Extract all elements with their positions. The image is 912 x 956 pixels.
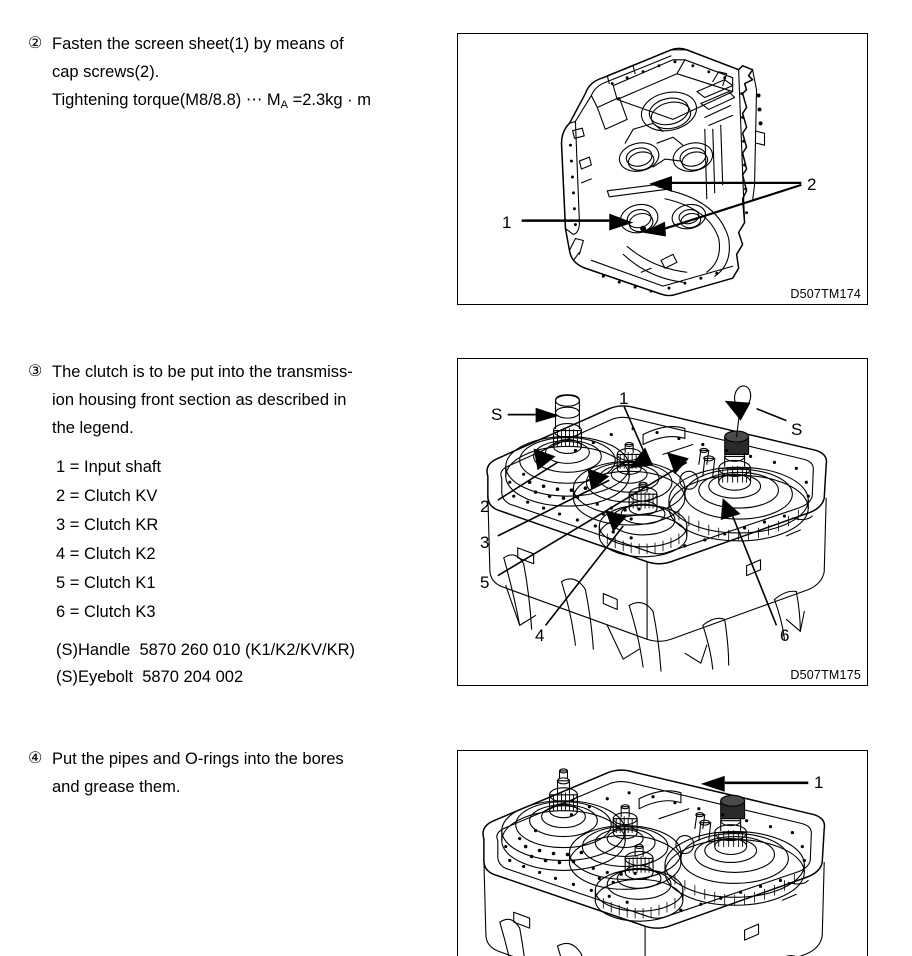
- step-3-line-1: The clutch is to be put into the transmiss-: [52, 363, 353, 381]
- step-4-block: [28, 745, 428, 801]
- step-3-body: [52, 358, 428, 442]
- step-3-line-2: ion housing front section as described in: [52, 391, 347, 409]
- figure-2-callout-4: 4: [535, 626, 545, 645]
- special-tool-eyebolt: (S)Eyebolt 5870 204 002: [56, 668, 244, 686]
- step-2-marker: ②: [28, 35, 43, 52]
- step-4-body: [52, 745, 428, 801]
- legend-item-2: 2 = Clutch KV: [56, 487, 158, 505]
- step-3-line-3: the legend.: [52, 419, 134, 437]
- step-2-heading: [28, 30, 428, 116]
- legend-item-3: 3 = Clutch KR: [56, 516, 159, 534]
- figure-2-callout-5: 5: [480, 573, 490, 592]
- tightening-torque-line: [52, 86, 428, 116]
- legend-item-1: 1 = Input shaft: [56, 458, 162, 476]
- figure-3-drawing: [458, 751, 867, 956]
- legend-item-6: 6 = Clutch K3: [56, 603, 156, 621]
- figure-1-callout-2: 2: [807, 175, 817, 194]
- step-2-line-1: Fasten the screen sheet(1) by means of: [52, 35, 344, 53]
- figure-2-callout-2: 2: [480, 497, 490, 516]
- step-3-block: [28, 358, 428, 442]
- figure-3-callout-1: 1: [814, 773, 824, 792]
- step-4-line-1: Put the pipes and O-rings into the bores: [52, 750, 344, 768]
- legend-item-5: 5 = Clutch K1: [56, 574, 156, 592]
- figure-3-leaders: [701, 776, 808, 792]
- step-3-marker: ③: [28, 363, 43, 380]
- step-2-body: [52, 30, 428, 116]
- figure-2-callout-3: 3: [480, 533, 490, 552]
- step-3-heading: [28, 358, 428, 442]
- step-2-block: [28, 30, 428, 116]
- step-4-heading: [28, 745, 428, 801]
- figure-2-callout-s-right: S: [791, 420, 803, 439]
- clutch-legend-list: [56, 453, 161, 627]
- special-tool-handle: (S)Handle 5870 260 010 (K1/K2/KV/KR): [56, 641, 356, 659]
- figure-2-callout-6: 6: [780, 626, 790, 645]
- torque-prefix: Tightening torque(M8/8.8) ⋯ M: [52, 91, 281, 109]
- step-4-line-2: and grease them.: [52, 778, 181, 796]
- step-4-marker: ④: [28, 750, 43, 767]
- legend-item-4: 4 = Clutch K2: [56, 545, 156, 563]
- figure-1-drawing: [458, 34, 867, 304]
- figure-2-callout-1: 1: [619, 389, 629, 408]
- special-tools-list: [56, 637, 355, 691]
- figure-2-drawing: [458, 359, 867, 685]
- figure-clutch-installation: [457, 358, 868, 686]
- step-2-line-2: cap screws(2).: [52, 63, 160, 81]
- figure-transmission-housing-screen-sheet: [457, 33, 868, 305]
- figure-1-id: D507TM174: [790, 287, 861, 301]
- figure-1-callout-1: 1: [502, 213, 512, 232]
- figure-2-id: D507TM175: [790, 668, 861, 682]
- torque-subscript: A: [280, 99, 288, 111]
- torque-suffix: =2.3kg · m: [288, 91, 371, 109]
- figure-pipes-and-o-rings: [457, 750, 868, 956]
- figure-2-callout-s-left: S: [491, 405, 503, 424]
